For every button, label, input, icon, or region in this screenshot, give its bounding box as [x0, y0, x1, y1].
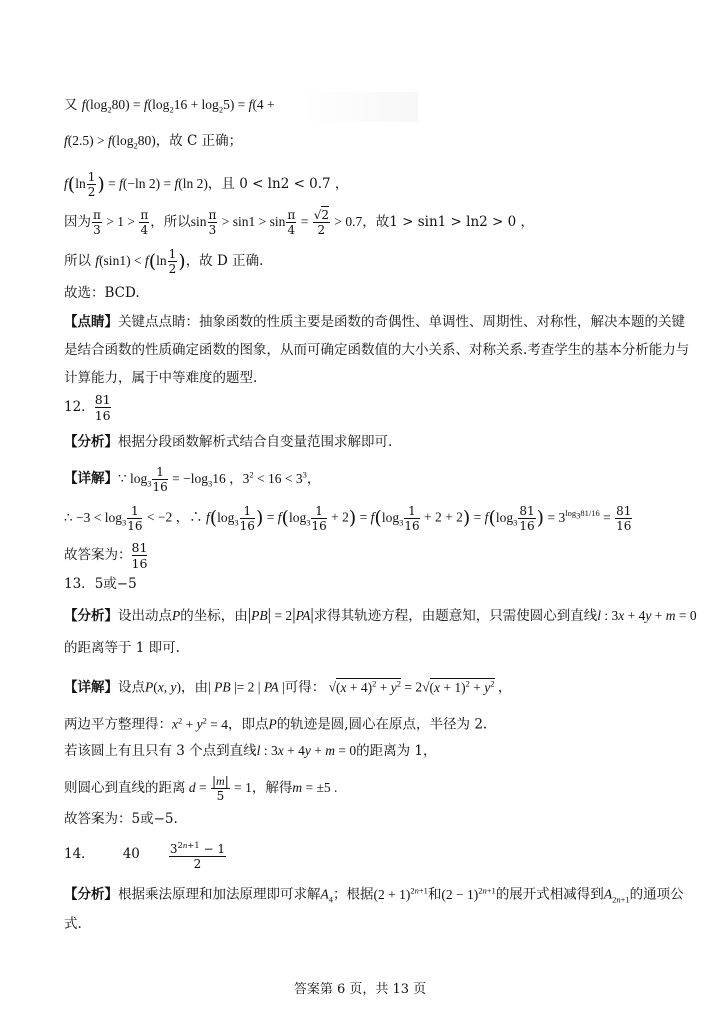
q12-heading: 12． $\frac{81}{16}$ [64, 392, 111, 423]
q12-derivation: ∴ $-3 < \log_3$ $\frac{1}{16}$ < −2 ，∴ $f(\log_3$ $\frac{1}{16}$ ) = $f(\log_3$ $\frac{1}{16}$ + $2) = f(\log_3$ $\frac{1}{16}$ + $2 + 2) = f(\log_3$ $\frac{81}{16}$ ) = $3^{log_381/16}$ = $\frac{81}{16}$ [64, 503, 632, 533]
q13-circle: 两边平方整理得：$x^2 + y^2 = 4$，即点P的轨迹是圆,圆心在原点，半径为 2. [64, 715, 488, 733]
line-f-ln-half: f(ln $\frac{1}{2}$ ) = f(−ln 2) = f(ln 2)，且 0 < ln2 < 0.7 ， [64, 170, 349, 199]
q13-fenxi-2: 的距离等于 1 即可. [64, 640, 180, 656]
line-sin-compare: 因为 $\frac{\pi}{3}$ > 1 > $\frac{\pi}{4}$ ，所以sin $\frac{\pi}{3}$ > sin1 > sin $\frac{\pi}{4}$ = $\frac{√2}{2}$ > 0.7，故1 > sin1 > ln2 > 0 ， [64, 208, 535, 237]
line-d-correct: 所以 f(sin1) < f(ln $\frac{1}{2}$ )，故 D 正确. [64, 247, 264, 276]
q13-answer: 故答案为：5或−5. [64, 811, 178, 827]
dianjing-2: 是结合函数的性质确定函数的图象，从而可确定函数值的大小关系、对称关系.考查学生的基本分析能力与 [64, 342, 690, 358]
q13-xiangjie-1: 【详解】设点P(x, y)，由| PB |= 2 | PA |可得： $√(x + 4)^2 + y^2 = 2√(x + 1)^2 + y^2$ ， [64, 678, 512, 696]
answer-q11: 故选：BCD. [64, 285, 140, 301]
line-c-correct: $f(2.5) > f(\log_280)$，故 C 正确； [64, 133, 243, 151]
q13-heading: 13．5或−5 [64, 576, 137, 592]
q14-heading: 14． 40 $\frac{3^{2n+1} - 1}{2}$ [64, 840, 226, 871]
q14-fenxi-1: 【分析】根据乘法原理和加法原理即可求解$A_4$；根据$(2 + 1)^{2n+1}$和$(2 - 1)^{2n+1}$的展开式相减得到$A_{2n+1}$的通项公 [64, 885, 684, 905]
q14-fenxi-2: 式. [64, 916, 82, 932]
q12-fenxi: 【分析】根据分段函数解析式结合自变量范围求解即可. [64, 434, 393, 450]
q13-distance: 则圆心到直线的距离 d = $\frac{|m|}{5}$ = 1，解得m = ±5 . [64, 774, 338, 803]
q12-xiangjie: 【详解】∵ $\log_3$ $\frac{1}{16}$ = $-\log_316$ ，$3^2 < 16 < 3^3$， [64, 464, 321, 494]
page-footer: 答案第 6 页，共 13 页 [293, 982, 427, 997]
dianjing-3: 计算能力，属于中等难度的题型. [64, 370, 258, 386]
q12-answer: 故答案为： $\frac{81}{16}$ [64, 540, 148, 571]
line-f-log80: 又 $f(\log_280) = f(\log_216 + \log_25) = f(4$ + [64, 97, 275, 115]
q13-fenxi-1: 【分析】设出动点P的坐标，由|PB| = 2|PA|求得其轨迹方程，由题意知，只需使圆心到直线l : 3x + 4y + m = 0 [64, 605, 697, 624]
q13-three-points: 若该圆上有且只有 3 个点到直线l : 3x + 4y + m = 0的距离为 1， [64, 743, 437, 759]
dianjing-1: 【点睛】关键点点睛：抽象函数的性质主要是函数的奇偶性、单调性、周期性、对称性，解决本题的关键 [64, 314, 685, 330]
